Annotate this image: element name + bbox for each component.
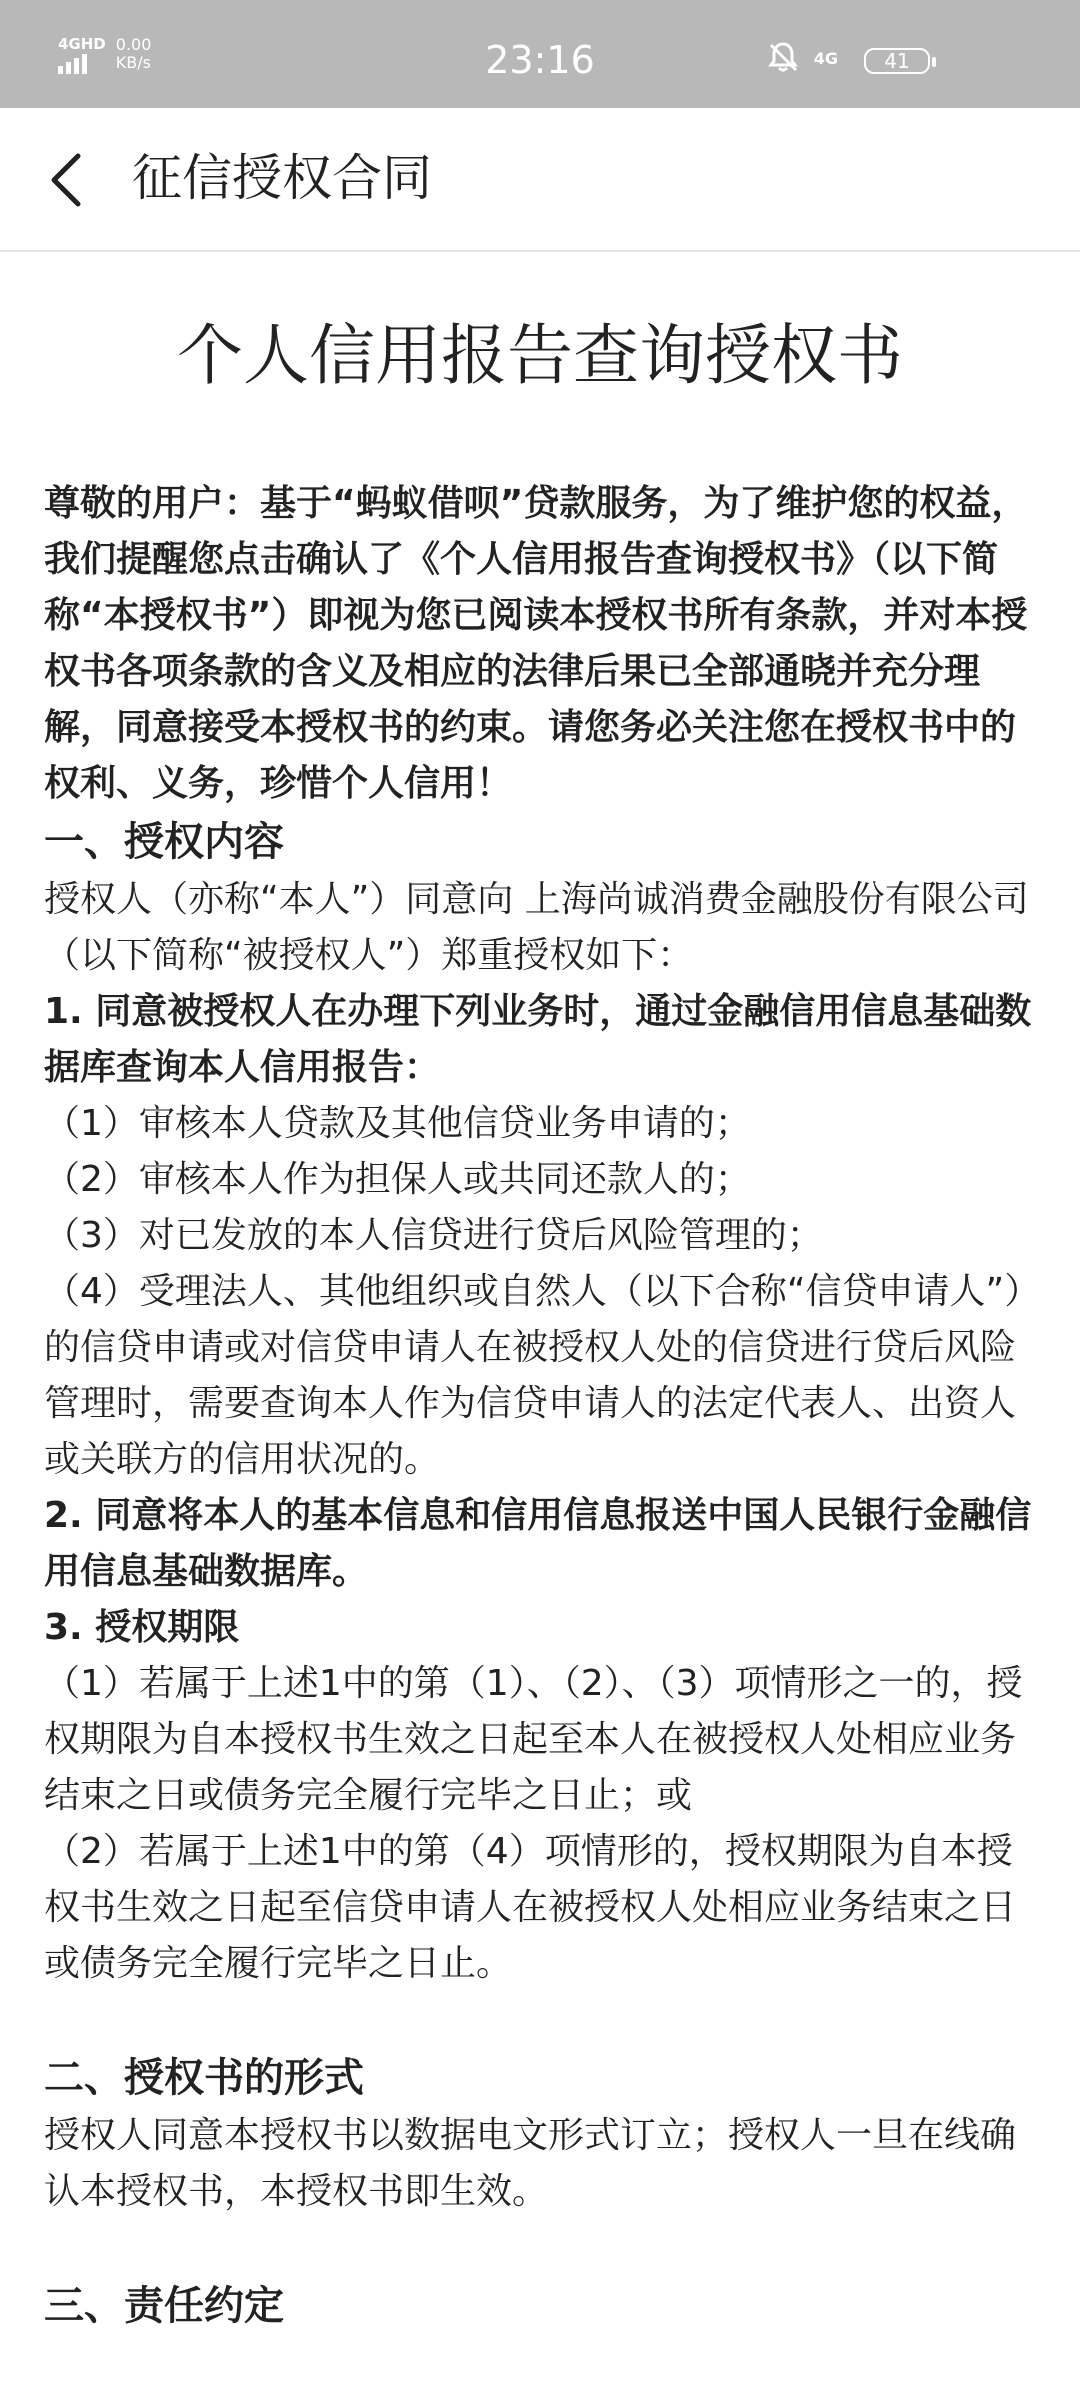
intro-paragraph: 尊敬的用户：基于“蚂蚁借呗”贷款服务，为了维护您的权益，我们提醒您点击确认了《个人信用报告查询授权书》（以下简称“本授权书”）即视为您已阅读本授权书所有条款，并对本授权书各项条款的含义及相应的法律后果已全部通晓并充分理解，同意接受本授权书的约束。请您务必关注您在授权书中的权利、义务，珍惜个人信用！ bbox=[44, 483, 1028, 804]
status-right bbox=[766, 40, 838, 78]
document-content bbox=[44, 252, 1036, 2336]
clause-3-1: （1）若属于上述1中的第（1）、（2）、（3）项情形之一的，授权期限为自本授权书生效之日起至本人在被授权人处相应业务结束之日或债务完全履行完毕之日止；或 bbox=[44, 1663, 1023, 1816]
page-title: 征信授权合同 bbox=[132, 149, 432, 207]
section1-paragraph: 授权人（亦称“本人”）同意向 上海尚诚消费金融股份有限公司（以下简称“被授权人”）郑重授权如下： bbox=[44, 879, 1029, 976]
section2-paragraph: 授权人同意本授权书以数据电文形式订立；授权人一旦在线确认本授权书，本授权书即生效。 bbox=[44, 2115, 1017, 2212]
status-time: 23:16 bbox=[485, 38, 595, 82]
mute-bell-icon bbox=[766, 40, 800, 78]
chevron-left-icon bbox=[40, 148, 104, 212]
clause-3: 3. 授权期限 bbox=[44, 1607, 240, 1648]
clause-2: 2. 同意将本人的基本信息和信用信息报送中国人民银行金融信用信息基础数据库。 bbox=[44, 1495, 1032, 1592]
status-bar bbox=[0, 0, 1080, 108]
network-type: 4GHD bbox=[58, 35, 106, 53]
section-heading-3: 三、责任约定 bbox=[44, 2283, 284, 2329]
clause-1: 1. 同意被授权人在办理下列业务时，通过金融信用信息基础数据库查询本人信用报告： bbox=[44, 991, 1032, 1088]
app-header bbox=[0, 108, 1080, 252]
document-title: 个人信用报告查询授权书 bbox=[177, 317, 903, 394]
back-button[interactable] bbox=[40, 148, 104, 212]
clause-1-4: （4）受理法人、其他组织或自然人（以下合称“信贷申请人”）的信贷申请或对信贷申请人在被授权人处的信贷进行贷后风险管理时，需要查询本人作为信贷申请人的法定代表人、出资人或关联方的信用状况的。 bbox=[44, 1271, 1023, 1480]
clause-1-3: （3）对已发放的本人信贷进行贷后风险管理的； bbox=[44, 1215, 823, 1256]
clause-3-2: （2）若属于上述1中的第（4）项情形的，授权期限为自本授权书生效之日起至信贷申请人在被授权人处相应业务结束之日或债务完全履行完毕之日止。 bbox=[44, 1831, 1017, 1984]
speed-unit: KB/s bbox=[115, 53, 151, 72]
clause-1-2: （2）审核本人作为担保人或共同还款人的； bbox=[44, 1159, 751, 1200]
mobile-network: 4G bbox=[813, 49, 838, 68]
clause-1-1: （1）审核本人贷款及其他信贷业务申请的； bbox=[44, 1103, 751, 1144]
section-heading-1: 一、授权内容 bbox=[44, 819, 284, 865]
battery-icon: 41 bbox=[864, 48, 930, 74]
section-heading-2: 二、授权书的形式 bbox=[44, 2055, 364, 2101]
speed-value: 0.00 bbox=[115, 35, 152, 54]
